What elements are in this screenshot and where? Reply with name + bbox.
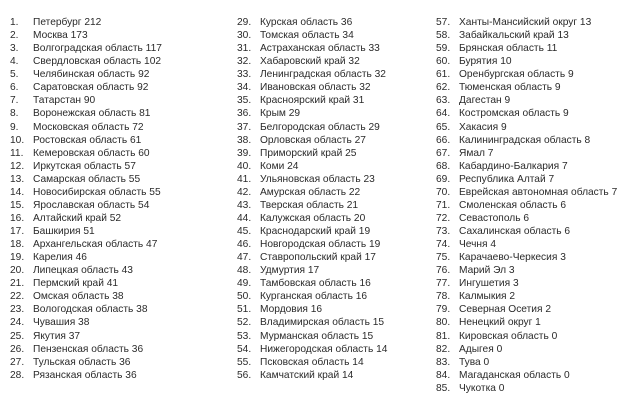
list-item — [436, 160, 617, 173]
item-number: 61. — [436, 69, 451, 81]
item-number: 59. — [436, 43, 451, 55]
item-text: Московская область 72 — [33, 121, 144, 133]
list-item — [436, 290, 617, 303]
item-text: Мурманская область 15 — [260, 330, 374, 342]
list-item — [237, 343, 387, 356]
item-number: 72. — [436, 212, 451, 224]
item-text: Мордовия 16 — [260, 304, 323, 316]
list-item — [10, 29, 162, 42]
item-text: Кировская область 0 — [459, 330, 558, 342]
item-text: Волгоградская область 117 — [33, 43, 162, 55]
item-text: Ленинградская область 32 — [260, 69, 386, 81]
item-text: Оренбургская область 9 — [459, 69, 574, 81]
item-text: Астраханская область 33 — [260, 43, 380, 55]
item-text: Ульяновская область 23 — [260, 173, 375, 185]
item-text: Орловская область 27 — [260, 134, 366, 146]
list-item — [436, 356, 617, 369]
list-item — [10, 316, 162, 329]
item-number: 70. — [436, 186, 451, 198]
item-text: Ингушетия 3 — [459, 278, 519, 290]
list-item — [10, 303, 162, 316]
list-item — [10, 81, 162, 94]
item-text: Иркутская область 57 — [33, 160, 136, 172]
list-item — [237, 173, 387, 186]
list-item — [436, 147, 617, 160]
list-item — [237, 199, 387, 212]
item-text: Амурская область 22 — [260, 186, 361, 198]
item-text: Петербург 212 — [33, 17, 102, 28]
item-text: Ставропольский край 17 — [260, 252, 376, 264]
item-number: 80. — [436, 317, 451, 329]
item-number: 2. — [10, 30, 19, 42]
list-item — [237, 134, 387, 147]
item-text: Карачаево-Черкесия 3 — [459, 252, 566, 264]
item-text: Чувашия 38 — [33, 317, 90, 329]
item-number: 43. — [237, 199, 252, 211]
item-text: Красноярский край 31 — [260, 95, 365, 107]
list-item — [10, 199, 162, 212]
item-number: 23. — [10, 304, 25, 316]
item-number: 38. — [237, 134, 252, 146]
item-number: 49. — [237, 278, 252, 290]
list-item — [436, 343, 617, 356]
item-number: 37. — [237, 121, 252, 133]
item-text: Псковская область 14 — [260, 356, 364, 368]
item-number: 73. — [436, 226, 451, 237]
item-number: 44. — [237, 212, 252, 224]
list-item — [436, 382, 617, 395]
list-item — [436, 173, 617, 186]
list-item — [237, 277, 387, 290]
list-item — [10, 330, 162, 343]
item-text: Алтайский край 52 — [33, 212, 122, 224]
list-item — [237, 186, 387, 199]
item-text: Свердловская область 102 — [33, 56, 162, 68]
item-text: Кемеровская область 60 — [33, 147, 150, 159]
list-item — [436, 68, 617, 81]
item-text: Чукотка 0 — [459, 382, 505, 394]
item-text: Омская область 38 — [33, 291, 124, 303]
item-text: Калининградская область 8 — [459, 134, 591, 146]
list-item — [10, 186, 162, 199]
item-number: 28. — [10, 369, 25, 381]
item-text: Чечня 4 — [459, 239, 497, 251]
item-text: Северная Осетия 2 — [459, 304, 552, 316]
item-text: Дагестан 9 — [459, 95, 511, 107]
list-item — [237, 147, 387, 160]
item-text: Тюменская область 9 — [459, 82, 561, 94]
list-item — [237, 81, 387, 94]
list-item — [436, 369, 617, 382]
list-item — [436, 277, 617, 290]
item-text: Тверская область 21 — [260, 199, 359, 211]
item-text: Еврейская автономная область 7 — [459, 186, 618, 198]
list-item — [237, 264, 387, 277]
list-item — [10, 121, 162, 134]
item-number: 3. — [10, 43, 19, 55]
item-number: 39. — [237, 147, 252, 159]
list-item — [237, 94, 387, 107]
item-text: Курская область 36 — [260, 17, 353, 28]
list-item — [436, 186, 617, 199]
item-number: 85. — [436, 382, 451, 394]
item-number: 79. — [436, 304, 451, 316]
item-number: 11. — [10, 147, 24, 159]
list-item — [436, 94, 617, 107]
item-text: Ярославская область 54 — [33, 199, 150, 211]
item-number: 35. — [237, 95, 252, 107]
item-number: 27. — [10, 356, 25, 368]
item-text: Курганская область 16 — [260, 291, 368, 303]
list-item — [10, 107, 162, 120]
item-text: Ханты-Мансийский округ 13 — [459, 17, 592, 28]
list-item — [10, 42, 162, 55]
list-item — [10, 212, 162, 225]
item-text: Удмуртия 17 — [260, 265, 320, 277]
item-number: 81. — [436, 330, 451, 342]
item-number: 1. — [10, 17, 19, 28]
item-number: 47. — [237, 252, 252, 264]
item-number: 33. — [237, 69, 252, 81]
item-number: 65. — [436, 121, 451, 133]
item-text: Самарская область 55 — [33, 173, 141, 185]
item-text: Рязанская область 36 — [33, 369, 137, 381]
list-item — [237, 356, 387, 369]
list-item — [10, 134, 162, 147]
item-number: 69. — [436, 173, 451, 185]
item-number: 30. — [237, 30, 252, 42]
item-text: Ненецкий округ 1 — [459, 317, 541, 329]
item-number: 63. — [436, 95, 451, 107]
list-item — [10, 94, 162, 107]
item-text: Владимирская область 15 — [260, 317, 385, 329]
item-text: Тува 0 — [459, 356, 490, 368]
list-item — [237, 160, 387, 173]
item-number: 32. — [237, 56, 252, 68]
list-item — [10, 225, 162, 238]
item-number: 14. — [10, 186, 25, 198]
item-number: 51. — [237, 304, 252, 316]
item-text: Новгородская область 19 — [260, 239, 381, 251]
item-number: 55. — [237, 356, 252, 368]
item-text: Якутия 37 — [33, 330, 81, 342]
item-text: Томская область 34 — [260, 30, 354, 42]
item-number: 74. — [436, 239, 451, 251]
list-item — [10, 290, 162, 303]
item-text: Адыгея 0 — [459, 343, 503, 355]
item-number: 29. — [237, 17, 252, 28]
item-number: 60. — [436, 56, 451, 68]
item-number: 36. — [237, 108, 252, 120]
item-text: Карелия 46 — [33, 252, 87, 264]
list-item — [237, 225, 387, 238]
list-item — [436, 251, 617, 264]
item-number: 75. — [436, 252, 451, 264]
item-number: 5. — [10, 69, 19, 81]
item-number: 25. — [10, 330, 25, 342]
item-number: 46. — [237, 239, 252, 251]
item-text: Воронежская область 81 — [33, 108, 151, 120]
list-item — [237, 107, 387, 120]
item-number: 15. — [10, 199, 25, 211]
item-number: 16. — [10, 212, 25, 224]
list-item — [436, 303, 617, 316]
item-text: Приморский край 25 — [260, 147, 357, 159]
item-number: 22. — [10, 291, 25, 303]
item-number: 31. — [237, 43, 252, 55]
item-text: Камчатский край 14 — [260, 369, 354, 381]
list-column-3 — [436, 16, 617, 395]
item-number: 12. — [10, 160, 25, 172]
item-number: 4. — [10, 56, 19, 68]
list-item — [10, 68, 162, 81]
list-item — [10, 277, 162, 290]
item-number: 71. — [436, 199, 451, 211]
item-text: Липецкая область 43 — [33, 265, 133, 277]
item-number: 62. — [436, 82, 451, 94]
item-text: Бурятия 10 — [459, 56, 512, 68]
list-item — [436, 238, 617, 251]
item-number: 84. — [436, 369, 451, 381]
list-item — [237, 290, 387, 303]
item-text: Калмыкия 2 — [459, 291, 516, 303]
item-number: 78. — [436, 291, 451, 303]
item-number: 83. — [436, 356, 451, 368]
list-item — [10, 264, 162, 277]
list-item — [237, 68, 387, 81]
item-number: 48. — [237, 265, 252, 277]
list-item — [436, 264, 617, 277]
list-item — [436, 134, 617, 147]
item-text: Калужская область 20 — [260, 212, 366, 224]
item-text: Кабардино-Балкария 7 — [459, 160, 568, 172]
list-item — [237, 251, 387, 264]
list-item — [10, 173, 162, 186]
item-number: 7. — [10, 95, 19, 107]
item-number: 82. — [436, 343, 451, 355]
item-number: 66. — [436, 134, 451, 146]
list-item — [10, 160, 162, 173]
item-number: 41. — [237, 173, 252, 185]
item-number: 54. — [237, 343, 252, 355]
item-text: Нижегородская область 14 — [260, 343, 388, 355]
item-text: Хакасия 9 — [459, 121, 507, 133]
item-text: Краснодарский край 19 — [260, 226, 371, 237]
item-text: Архангельская область 47 — [33, 239, 158, 251]
item-text: Тамбовская область 16 — [260, 278, 371, 290]
item-number: 42. — [237, 186, 252, 198]
item-number: 77. — [436, 278, 451, 290]
item-number: 40. — [237, 160, 252, 172]
item-text: Марий Эл 3 — [459, 265, 515, 277]
item-number: 13. — [10, 173, 25, 185]
list-item — [10, 343, 162, 356]
item-number: 21. — [10, 278, 25, 290]
list-item — [436, 212, 617, 225]
item-number: 17. — [10, 226, 25, 237]
item-text: Новосибирская область 55 — [33, 186, 161, 198]
item-number: 24. — [10, 317, 25, 329]
item-text: Татарстан 90 — [33, 95, 96, 107]
item-number: 64. — [436, 108, 451, 120]
list-item — [10, 238, 162, 251]
list-item — [237, 330, 387, 343]
item-number: 53. — [237, 330, 252, 342]
list-item — [436, 16, 617, 29]
item-text: Пермский край 41 — [33, 278, 119, 290]
list-item — [436, 121, 617, 134]
item-text: Костромская область 9 — [459, 108, 569, 120]
list-item — [436, 55, 617, 68]
list-item — [10, 356, 162, 369]
list-item — [436, 107, 617, 120]
item-text: Забайкальский край 13 — [459, 30, 569, 42]
item-number: 20. — [10, 265, 25, 277]
item-number: 34. — [237, 82, 252, 94]
list-item — [10, 251, 162, 264]
list-item — [237, 121, 387, 134]
item-number: 6. — [10, 82, 19, 94]
item-number: 68. — [436, 160, 451, 172]
list-item — [436, 29, 617, 42]
item-text: Тульская область 36 — [33, 356, 131, 368]
list-item — [237, 316, 387, 329]
item-text: Крым 29 — [260, 108, 301, 120]
item-number: 19. — [10, 252, 25, 264]
item-text: Пензенская область 36 — [33, 343, 144, 355]
item-text: Ростовская область 61 — [33, 134, 142, 146]
item-text: Ивановская область 32 — [260, 82, 371, 94]
item-text: Башкирия 51 — [33, 226, 95, 237]
list-item — [237, 369, 387, 382]
item-number: 58. — [436, 30, 451, 42]
list-item — [237, 303, 387, 316]
list-column-1 — [10, 16, 162, 382]
list-column-2 — [237, 16, 387, 382]
item-text: Магаданская область 0 — [459, 369, 570, 381]
list-item — [436, 225, 617, 238]
item-text: Москва 173 — [33, 30, 88, 42]
item-text: Саратовская область 92 — [33, 82, 149, 94]
item-number: 52. — [237, 317, 252, 329]
item-number: 50. — [237, 291, 252, 303]
list-item — [237, 16, 387, 29]
item-text: Республика Алтай 7 — [459, 173, 555, 185]
item-number: 57. — [436, 17, 451, 28]
item-text: Смоленская область 6 — [459, 199, 567, 211]
item-number: 26. — [10, 343, 25, 355]
item-text: Хабаровский край 32 — [260, 56, 360, 68]
item-text: Севастополь 6 — [459, 212, 530, 224]
item-text: Белгородская область 29 — [260, 121, 380, 133]
list-item — [436, 316, 617, 329]
list-item — [436, 199, 617, 212]
list-item — [436, 81, 617, 94]
item-number: 8. — [10, 108, 19, 120]
item-text: Коми 24 — [260, 160, 299, 172]
list-item — [436, 330, 617, 343]
list-item — [10, 147, 162, 160]
item-number: 18. — [10, 239, 25, 251]
item-text: Челябинская область 92 — [33, 69, 150, 81]
item-text: Сахалинская область 6 — [459, 226, 571, 237]
item-number: 9. — [10, 121, 19, 133]
item-number: 10. — [10, 134, 25, 146]
item-text: Вологодская область 38 — [33, 304, 148, 316]
list-item — [237, 55, 387, 68]
item-number: 76. — [436, 265, 451, 277]
list-item — [10, 55, 162, 68]
item-text: Брянская область 11 — [459, 43, 558, 55]
list-item — [10, 16, 162, 29]
item-number: 67. — [436, 147, 451, 159]
list-item — [436, 42, 617, 55]
item-text: Ямал 7 — [459, 147, 494, 159]
list-item — [10, 369, 162, 382]
list-item — [237, 42, 387, 55]
item-number: 56. — [237, 369, 252, 381]
list-item — [237, 212, 387, 225]
list-item — [237, 29, 387, 42]
item-number: 45. — [237, 226, 252, 237]
list-item — [237, 238, 387, 251]
